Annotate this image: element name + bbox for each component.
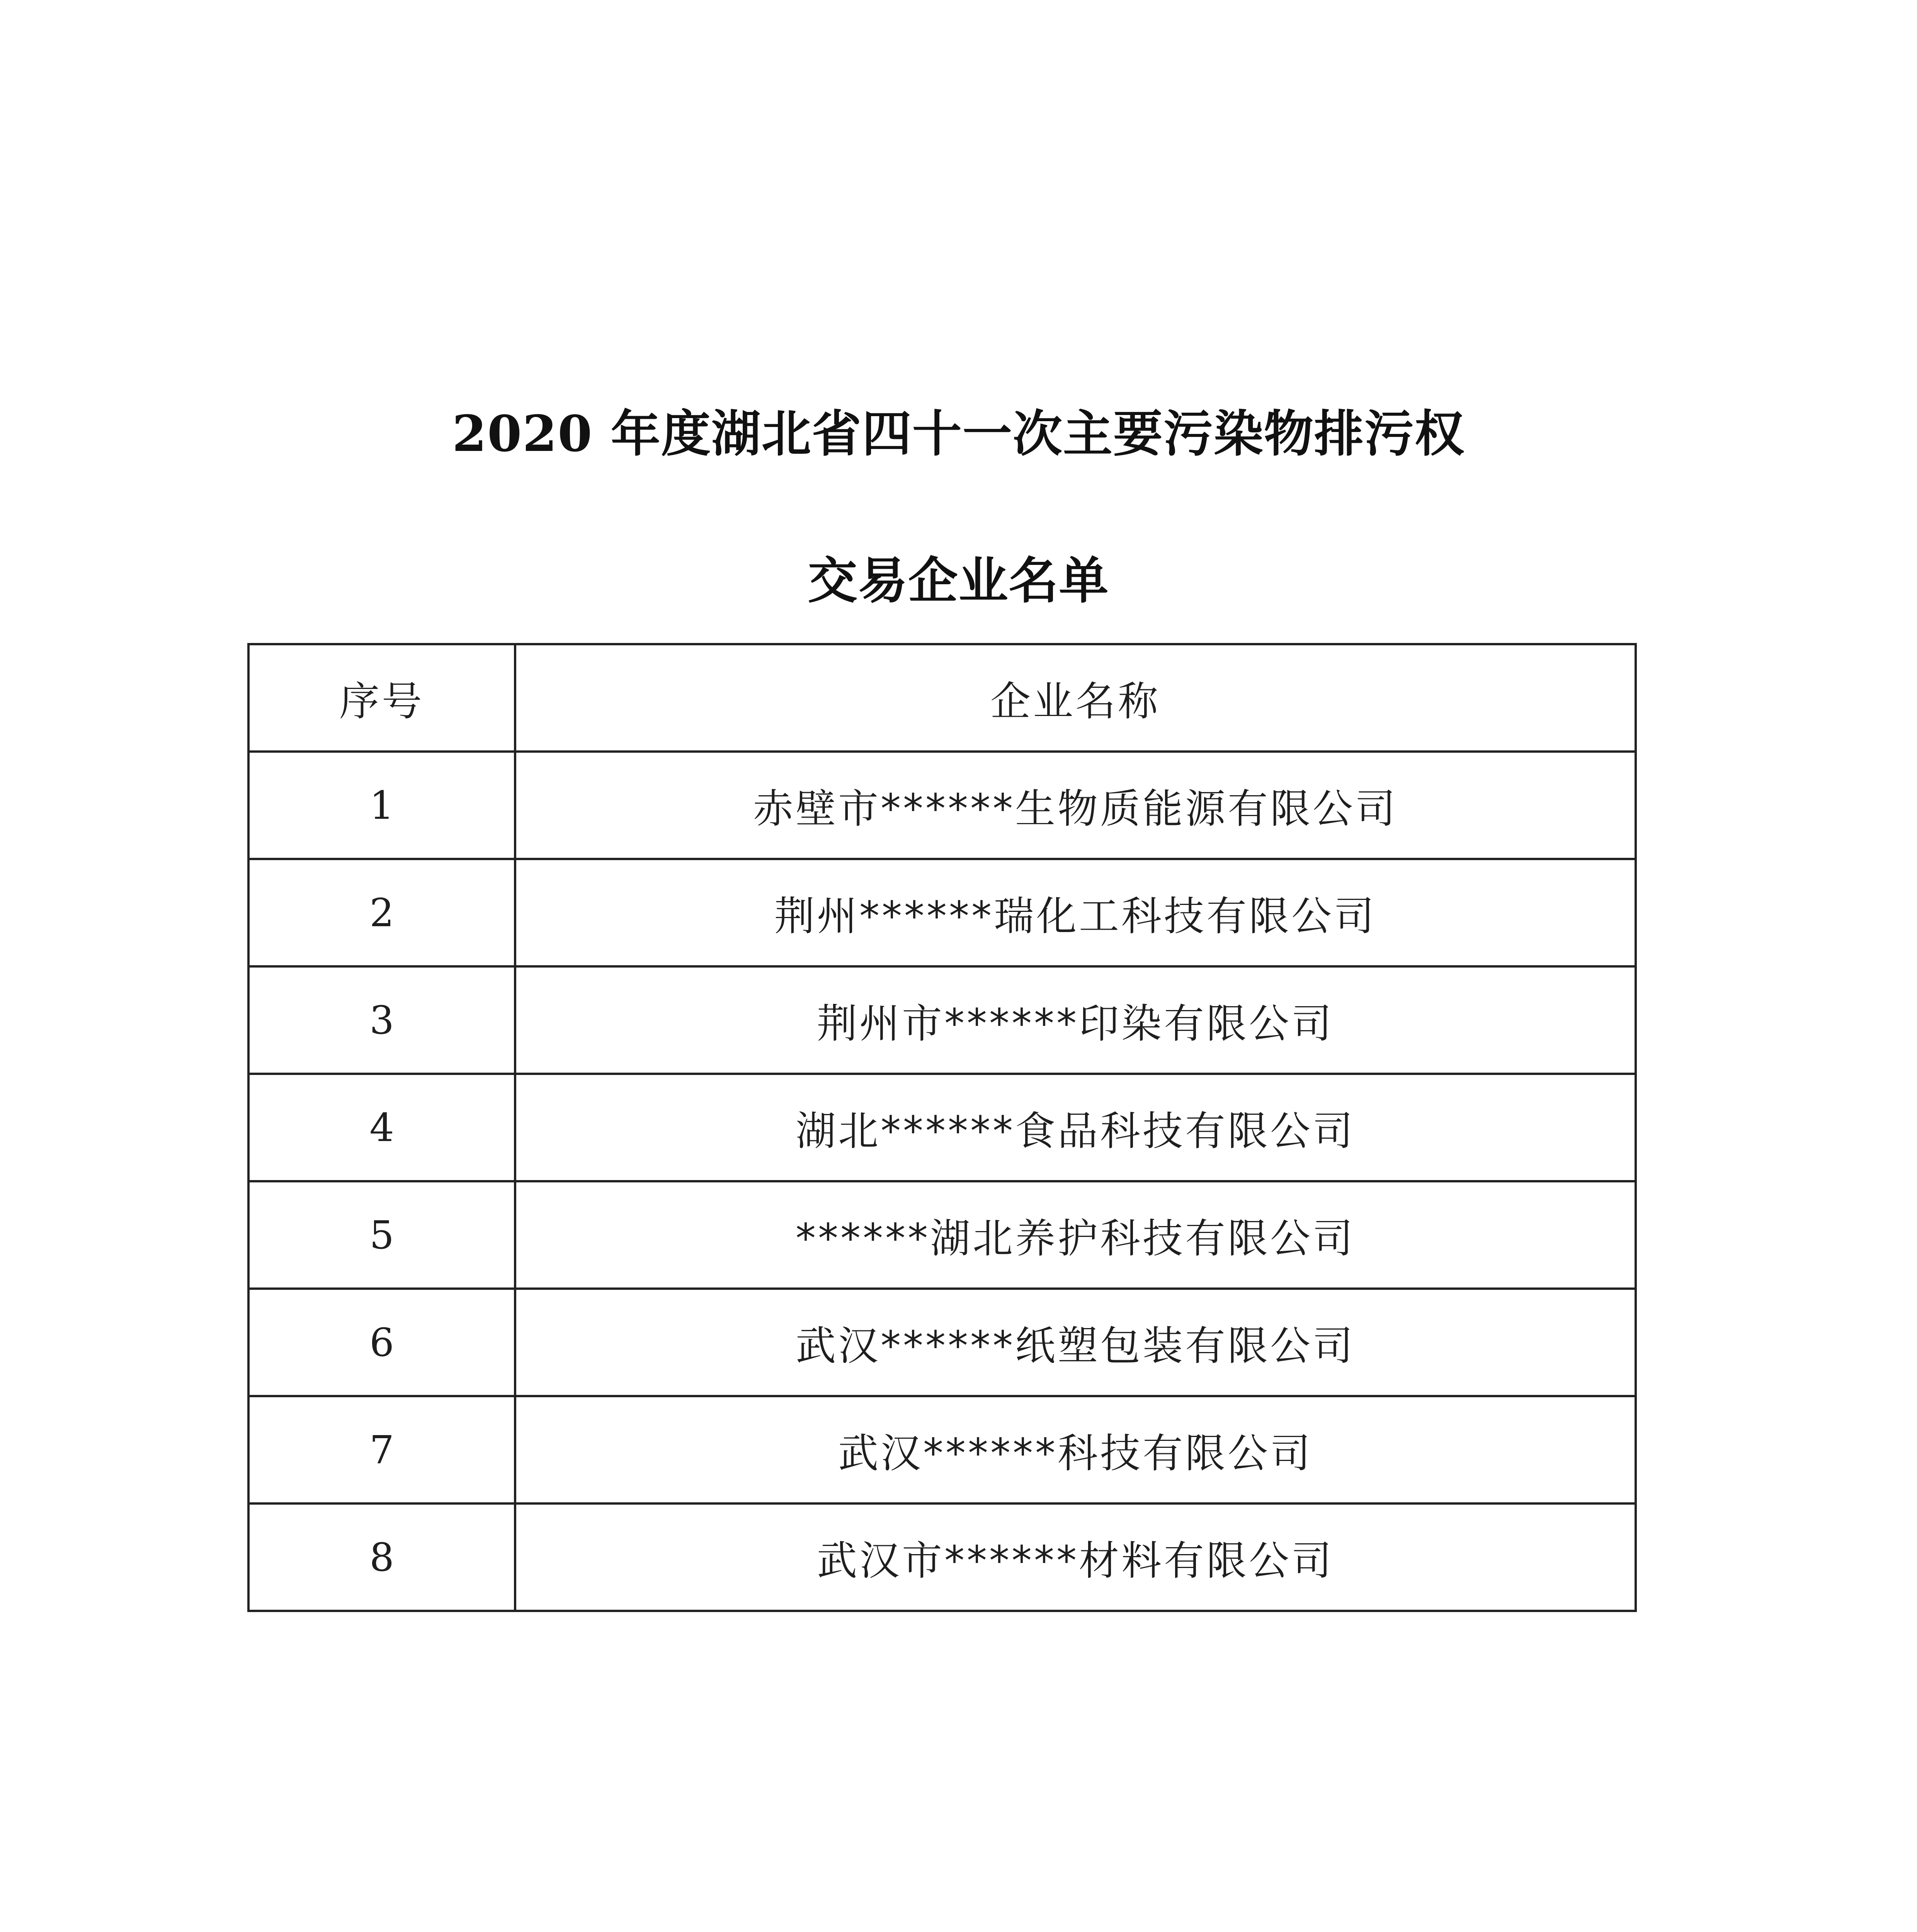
header-index: 序号 [248,644,515,752]
row-index: 3 [248,966,515,1074]
row-index: 7 [248,1396,515,1503]
row-index: 6 [248,1289,515,1396]
row-enterprise-name: 荆州市******印染有限公司 [515,966,1636,1074]
header-enterprise-name: 企业名称 [515,644,1636,752]
row-enterprise-name: ******湖北养护科技有限公司 [515,1181,1636,1289]
row-enterprise-name: 武汉市******材料有限公司 [515,1503,1636,1611]
row-enterprise-name: 赤壁市******生物质能源有限公司 [515,752,1636,859]
row-enterprise-name: 武汉******纸塑包装有限公司 [515,1289,1636,1396]
table-row [248,859,1636,966]
document-title-line-2: 交易企业名单 [808,552,1109,610]
table-row [248,1181,1636,1289]
row-enterprise-name: 武汉******科技有限公司 [515,1396,1636,1503]
document-title-line-1: 2020 年度湖北省四十一次主要污染物排污权 [452,405,1465,463]
row-index: 4 [248,1074,515,1181]
enterprise-list-table [247,643,1637,1612]
table-row [248,752,1636,859]
row-index: 5 [248,1181,515,1289]
row-enterprise-name: 湖北******食品科技有限公司 [515,1074,1636,1181]
row-index: 8 [248,1503,515,1611]
table-row [248,966,1636,1074]
table-row [248,1074,1636,1181]
row-enterprise-name: 荆州******瑞化工科技有限公司 [515,859,1636,966]
row-index: 2 [248,859,515,966]
table-header-row [248,644,1636,752]
table-row [248,1289,1636,1396]
row-index: 1 [248,752,515,859]
table-row [248,1503,1636,1611]
table-row [248,1396,1636,1503]
